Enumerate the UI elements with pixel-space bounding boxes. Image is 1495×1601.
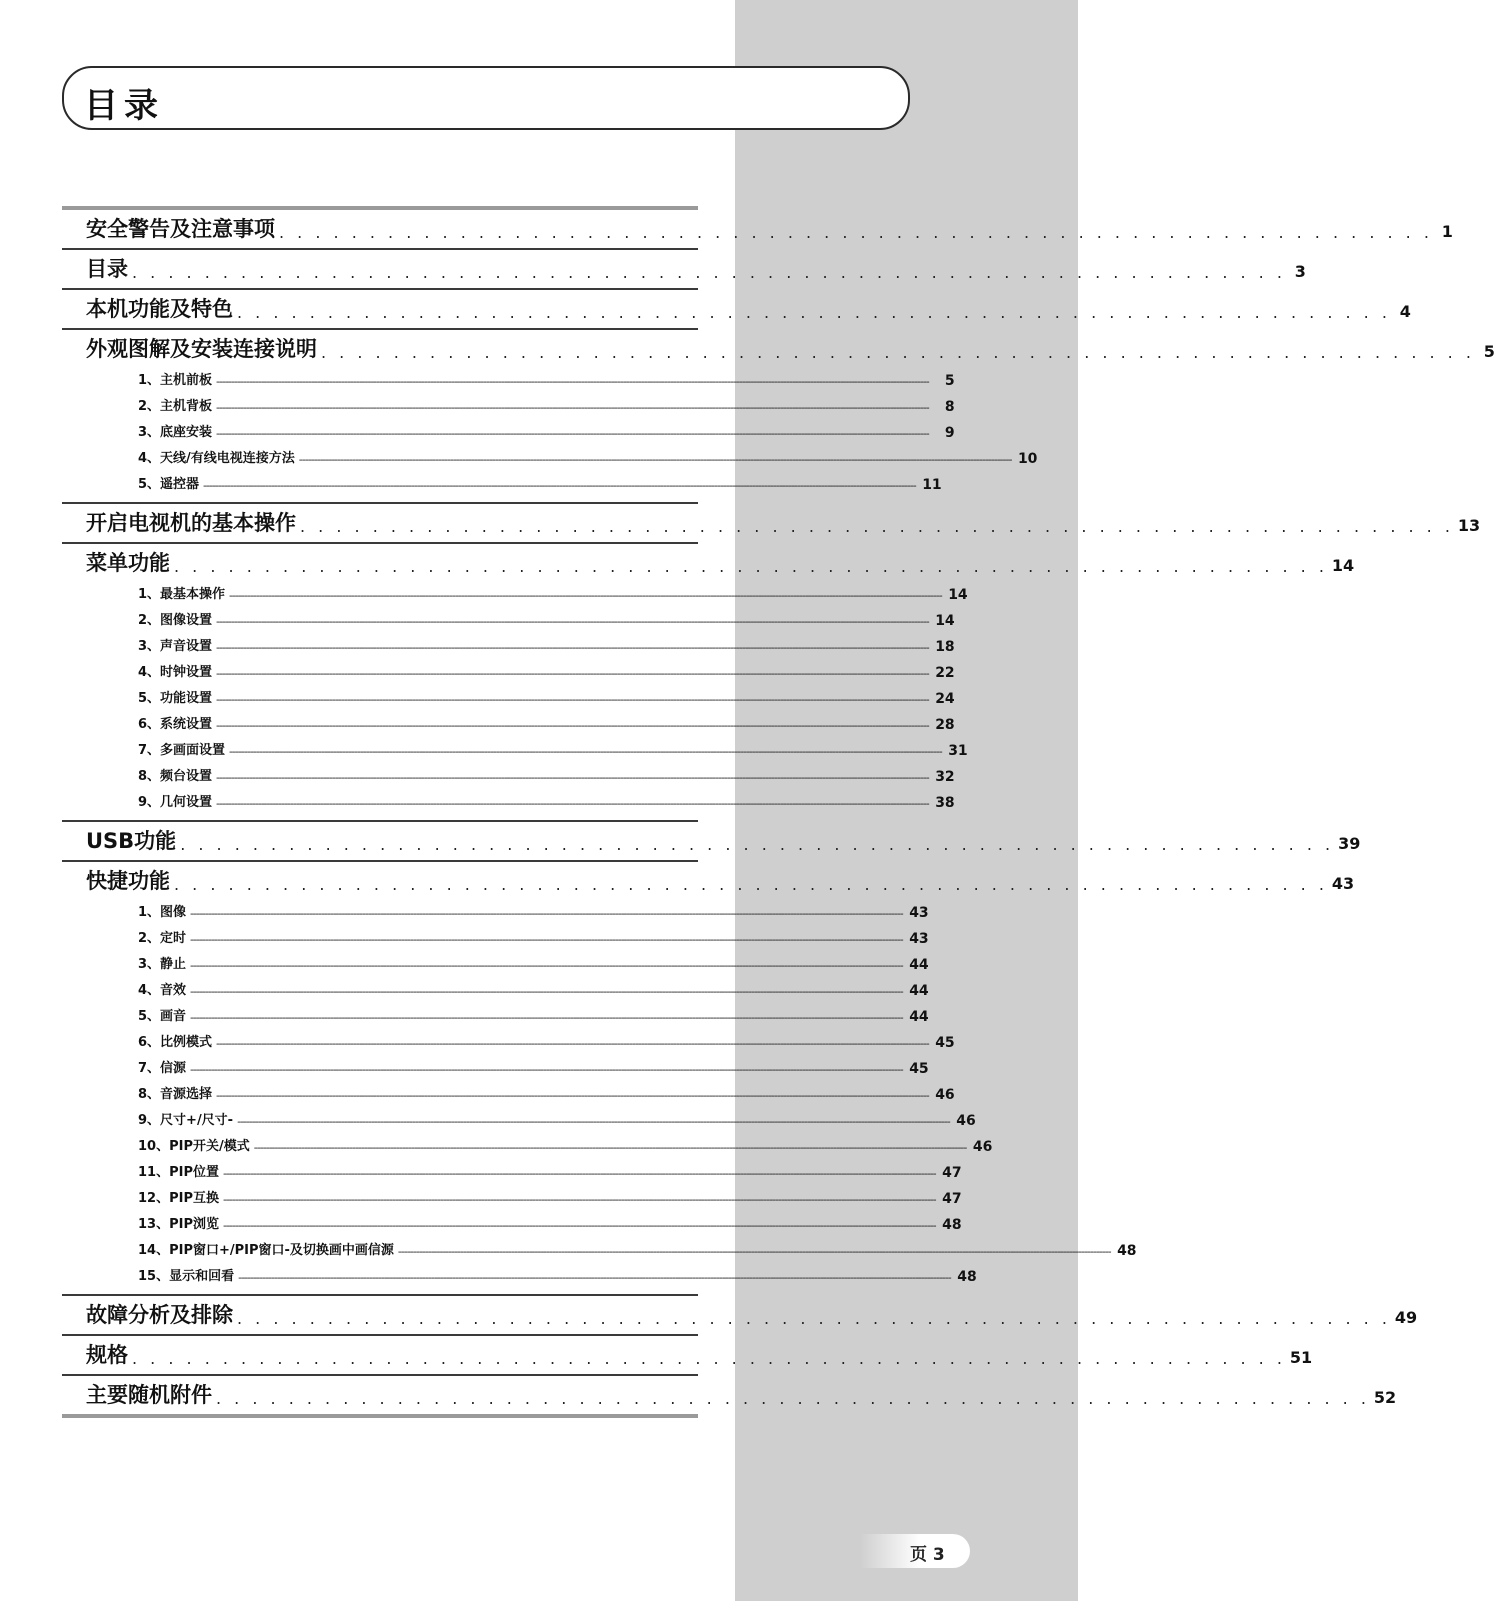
toc-subentry[interactable] [62,1264,977,1290]
toc-subentry-title: 15、显示和回看 [138,1269,235,1284]
toc-subentry-title: 9、几何设置 [138,795,213,810]
dash-leader: ------------------------------------------------------------------------------------------------------------------------------------------------------------------------------------------------------------------------------------------------ [190,933,903,946]
toc-subentry[interactable] [62,472,942,498]
dot-leader: . . . . . . . . . . . . . . . . . . . . . . . . . . . . . . . . . . . . . . . . . . . . . . . . . . . . . . . . . . . . . . . . [180,835,1335,854]
toc-section [62,504,1481,544]
dash-leader: ------------------------------------------------------------------------------------------------------------------------------------------------------------------------------------------------------------------------------------------------ [216,771,929,784]
dot-leader: . . . . . . . . . . . . . . . . . . . . . . . . . . . . . . . . . . . . . . . . . . . . . . . . . . . . . . . . . . . . . . . . [174,875,1328,894]
toc-subentry-title: 4、音效 [138,983,187,998]
toc-subentry-title: 12、PIP互换 [138,1191,219,1206]
toc-subentry[interactable] [62,446,1038,472]
toc-section [62,210,1453,250]
toc-subentry[interactable] [62,394,955,420]
toc-subentry-title: 8、音源选择 [138,1087,213,1102]
page-number: 页 3 [910,1545,945,1565]
toc-subentry-title: 9、尺寸+/尺寸- [138,1113,234,1128]
toc-subentry-page: 46 [972,1139,993,1155]
toc-subentry-page: 48 [957,1269,977,1285]
dash-leader: ------------------------------------------------------------------------------------------------------------------------------------------------------------------------------------------------------------------------------------------------ [253,1141,967,1154]
toc-subentry-page: 48 [1117,1243,1137,1259]
dash-leader: ------------------------------------------------------------------------------------------------------------------------------------------------------------------------------------------------------------------------------------------------ [216,401,929,414]
toc-subentries [62,368,1038,502]
toc-subentry-page: 14 [948,587,968,603]
title-box [62,66,910,130]
dash-leader: ------------------------------------------------------------------------------------------------------------------------------------------------------------------------------------------------------------------------------------------------ [216,427,929,440]
toc-entry[interactable] [62,290,1411,328]
toc-subentry-page: 11 [922,477,942,493]
dash-leader: ------------------------------------------------------------------------------------------------------------------------------------------------------------------------------------------------------------------------------------------------ [216,1089,929,1102]
toc-subentry[interactable] [62,1004,929,1030]
toc-entry-title: 快捷功能 [86,869,170,893]
toc-subentry-title: 3、静止 [138,957,187,972]
toc-subentry[interactable] [62,1186,962,1212]
toc-entry-title: 故障分析及排除 [86,1303,233,1327]
toc-subentry-page: 10 [1017,451,1038,467]
toc-section [62,290,1411,330]
dash-leader: ------------------------------------------------------------------------------------------------------------------------------------------------------------------------------------------------------------------------------------------------ [222,1193,936,1206]
toc-subentry-page: 43 [909,905,929,921]
toc-entry-page: 14 [1331,556,1355,575]
toc-entry-title: 主要随机附件 [86,1383,212,1407]
toc-subentry-page: 48 [942,1217,962,1233]
toc-subentry[interactable] [62,1030,955,1056]
toc-subentry[interactable] [62,926,929,952]
toc-entry[interactable] [62,1336,1313,1374]
toc-bottom-rule [62,1414,698,1418]
toc-entry[interactable] [62,504,1481,542]
toc-subentry-page: 38 [935,795,955,811]
dash-leader: ------------------------------------------------------------------------------------------------------------------------------------------------------------------------------------------------------------------------------------------------ [190,1063,903,1076]
toc-subentry[interactable] [62,978,929,1004]
toc-section [62,330,1495,504]
toc-entry[interactable] [62,822,1361,860]
toc-subentry-page: 28 [935,717,955,733]
toc-entry-title: 规格 [86,1343,128,1367]
toc-subentry-page: 45 [909,1061,929,1077]
toc-subentry-page: 46 [935,1087,955,1103]
toc-subentry-title: 1、主机前板 [138,373,213,388]
toc-subentry-title: 2、主机背板 [138,399,213,414]
dash-leader: ------------------------------------------------------------------------------------------------------------------------------------------------------------------------------------------------------------------------------------------------ [216,719,929,732]
toc-subentry[interactable] [62,790,955,816]
page-number-tab [860,1534,970,1568]
toc-entry-title: 菜单功能 [86,551,170,575]
toc-subentry-title: 6、比例模式 [138,1035,213,1050]
toc-subentry-page: 14 [935,613,955,629]
toc-entry-title: 目录 [86,257,128,281]
toc-entry-page: 43 [1331,874,1355,893]
toc-subentry-page: 8 [944,399,955,415]
toc-subentry[interactable] [62,738,968,764]
toc-section [62,1336,1313,1376]
toc-subentry[interactable] [62,1108,976,1134]
dash-leader: ------------------------------------------------------------------------------------------------------------------------------------------------------------------------------------------------------------------------------------------------ [203,479,916,492]
toc-entry[interactable] [62,1296,1418,1334]
toc-subentry-page: 44 [909,983,929,999]
toc-subentry[interactable] [62,1212,962,1238]
toc-subentry-title: 5、遥控器 [138,477,200,492]
toc-entry-page: 5 [1483,342,1495,361]
toc-entry-page: 1 [1441,222,1453,241]
toc-subentry-page: 47 [942,1165,962,1181]
toc-entry-title: 安全警告及注意事项 [86,217,275,241]
dot-leader: . . . . . . . . . . . . . . . . . . . . . . . . . . . . . . . . . . . . . . . . . . . . . . . . . . . . . . . . . . . . . . . . [132,1349,1286,1368]
dash-leader: ------------------------------------------------------------------------------------------------------------------------------------------------------------------------------------------------------------------------------------------------ [216,693,929,706]
toc-subentries [62,582,968,820]
dash-leader: ------------------------------------------------------------------------------------------------------------------------------------------------------------------------------------------------------------------------------------------------ [190,959,903,972]
dash-leader: ------------------------------------------------------------------------------------------------------------------------------------------------------------------------------------------------------------------------------------------------ [397,1245,1111,1258]
toc-body [62,210,1495,1414]
dot-leader: . . . . . . . . . . . . . . . . . . . . . . . . . . . . . . . . . . . . . . . . . . . . . . . . . . . . . . . . . . . . . . . . [237,1309,1391,1328]
dash-leader: ------------------------------------------------------------------------------------------------------------------------------------------------------------------------------------------------------------------------------------------------ [229,589,942,602]
toc-subentry-page: 44 [909,1009,929,1025]
toc-section [62,822,1361,862]
toc-subentry-page: 43 [909,931,929,947]
toc-subentry-title: 11、PIP位置 [138,1165,219,1180]
table-of-contents [62,206,1495,1418]
toc-subentry-page: 9 [944,425,955,441]
toc-subentry[interactable] [62,582,968,608]
toc-subentry-title: 5、功能设置 [138,691,213,706]
toc-entry-title: 本机功能及特色 [86,297,233,321]
dash-leader: ------------------------------------------------------------------------------------------------------------------------------------------------------------------------------------------------------------------------------------------------ [216,641,929,654]
toc-entry-page: 49 [1394,1308,1418,1327]
dash-leader: ------------------------------------------------------------------------------------------------------------------------------------------------------------------------------------------------------------------------------------------------ [216,667,929,680]
toc-subentry-page: 46 [956,1113,976,1129]
dot-leader: . . . . . . . . . . . . . . . . . . . . . . . . . . . . . . . . . . . . . . . . . . . . . . . . . . . . . . . . . . . . . . . . [132,263,1286,282]
toc-entry[interactable] [62,862,1355,900]
toc-subentry-title: 6、系统设置 [138,717,213,732]
toc-subentry[interactable] [62,686,955,712]
toc-subentry-page: 45 [935,1035,955,1051]
toc-subentry-page: 47 [942,1191,962,1207]
page-title: 目录 [84,86,164,126]
toc-entry-page: 4 [1399,302,1411,321]
toc-subentry-title: 8、频台设置 [138,769,213,784]
toc-subentry[interactable] [62,1056,929,1082]
toc-entry[interactable] [62,1376,1397,1414]
toc-entry[interactable] [62,330,1495,368]
toc-subentry-title: 5、画音 [138,1009,187,1024]
dot-leader: . . . . . . . . . . . . . . . . . . . . . . . . . . . . . . . . . . . . . . . . . . . . . . . . . . . . . . . . . . . . . . . . [321,343,1475,362]
toc-subentry-title: 1、最基本操作 [138,587,226,602]
toc-entry-page: 52 [1373,1388,1397,1407]
toc-section [62,544,1355,822]
toc-entry-page: 13 [1457,516,1481,535]
toc-entry-title: 外观图解及安装连接说明 [86,337,317,361]
dot-leader: . . . . . . . . . . . . . . . . . . . . . . . . . . . . . . . . . . . . . . . . . . . . . . . . . . . . . . . . . . . . . . . . [237,303,1391,322]
toc-subentry-title: 2、定时 [138,931,187,946]
toc-entry[interactable] [62,544,1355,582]
toc-subentry-page: 44 [909,957,929,973]
toc-subentry-title: 3、底座安装 [138,425,213,440]
toc-subentry-title: 2、图像设置 [138,613,213,628]
toc-entry-page: 39 [1338,834,1361,853]
toc-subentry-title: 14、PIP窗口+/PIP窗口-及切换画中画信源 [138,1243,394,1258]
toc-subentries [62,900,1137,1294]
toc-subentry[interactable] [62,608,955,634]
dot-leader: . . . . . . . . . . . . . . . . . . . . . . . . . . . . . . . . . . . . . . . . . . . . . . . . . . . . . . . . . . . . . . . . [279,223,1433,242]
toc-subentry-page: 24 [935,691,955,707]
toc-entry-title: USB功能 [86,829,177,853]
dash-leader: ------------------------------------------------------------------------------------------------------------------------------------------------------------------------------------------------------------------------------------------------ [238,1271,951,1284]
toc-section [62,1296,1418,1336]
toc-subentry[interactable] [62,712,955,738]
toc-entry-page: 51 [1289,1348,1313,1367]
dash-leader: ------------------------------------------------------------------------------------------------------------------------------------------------------------------------------------------------------------------------------------------------ [216,797,929,810]
toc-section [62,862,1355,1296]
dash-leader: ------------------------------------------------------------------------------------------------------------------------------------------------------------------------------------------------------------------------------------------------ [229,745,942,758]
dot-leader: . . . . . . . . . . . . . . . . . . . . . . . . . . . . . . . . . . . . . . . . . . . . . . . . . . . . . . . . . . . . . . . . [174,557,1328,576]
toc-subentry[interactable] [62,634,955,660]
dot-leader: . . . . . . . . . . . . . . . . . . . . . . . . . . . . . . . . . . . . . . . . . . . . . . . . . . . . . . . . . . . . . . . . [300,517,1454,536]
dash-leader: ------------------------------------------------------------------------------------------------------------------------------------------------------------------------------------------------------------------------------------------------ [216,375,929,388]
toc-subentry-title: 1、图像 [138,905,187,920]
dash-leader: ------------------------------------------------------------------------------------------------------------------------------------------------------------------------------------------------------------------------------------------------ [222,1167,936,1180]
toc-subentry-page: 31 [948,743,968,759]
toc-entry-page: 3 [1294,262,1306,281]
toc-subentry-page: 18 [935,639,955,655]
toc-subentry[interactable] [62,900,929,926]
toc-subentry-page: 5 [944,373,955,389]
toc-subentry-title: 3、声音设置 [138,639,213,654]
dash-leader: ------------------------------------------------------------------------------------------------------------------------------------------------------------------------------------------------------------------------------------------------ [298,453,1012,466]
toc-subentry-title: 13、PIP浏览 [138,1217,219,1232]
toc-subentry[interactable] [62,952,929,978]
dash-leader: ------------------------------------------------------------------------------------------------------------------------------------------------------------------------------------------------------------------------------------------------ [237,1115,950,1128]
toc-subentry-page: 22 [935,665,955,681]
toc-subentry[interactable] [62,1082,955,1108]
toc-subentry-title: 4、时钟设置 [138,665,213,680]
toc-section [62,250,1306,290]
toc-subentry[interactable] [62,368,955,394]
dot-leader: . . . . . . . . . . . . . . . . . . . . . . . . . . . . . . . . . . . . . . . . . . . . . . . . . . . . . . . . . . . . . . . . [216,1389,1370,1408]
toc-subentry-title: 7、信源 [138,1061,187,1076]
toc-subentry-title: 10、PIP开关/模式 [138,1139,250,1154]
toc-subentry[interactable] [62,420,955,446]
toc-subentry[interactable] [62,764,955,790]
toc-subentry[interactable] [62,1160,962,1186]
toc-subentry[interactable] [62,660,955,686]
dash-leader: ------------------------------------------------------------------------------------------------------------------------------------------------------------------------------------------------------------------------------------------------ [190,985,903,998]
dash-leader: ------------------------------------------------------------------------------------------------------------------------------------------------------------------------------------------------------------------------------------------------ [222,1219,936,1232]
dash-leader: ------------------------------------------------------------------------------------------------------------------------------------------------------------------------------------------------------------------------------------------------ [216,615,929,628]
toc-subentry[interactable] [62,1134,993,1160]
toc-subentry[interactable] [62,1238,1137,1264]
toc-entry[interactable] [62,250,1306,288]
toc-subentry-page: 32 [935,769,955,785]
toc-entry-title: 开启电视机的基本操作 [86,511,296,535]
dash-leader: ------------------------------------------------------------------------------------------------------------------------------------------------------------------------------------------------------------------------------------------------ [190,907,903,920]
dash-leader: ------------------------------------------------------------------------------------------------------------------------------------------------------------------------------------------------------------------------------------------------ [216,1037,929,1050]
dash-leader: ------------------------------------------------------------------------------------------------------------------------------------------------------------------------------------------------------------------------------------------------ [190,1011,903,1024]
toc-subentry-title: 4、天线/有线电视连接方法 [138,451,295,466]
toc-entry[interactable] [62,210,1453,248]
toc-subentry-title: 7、多画面设置 [138,743,226,758]
toc-section [62,1376,1397,1414]
